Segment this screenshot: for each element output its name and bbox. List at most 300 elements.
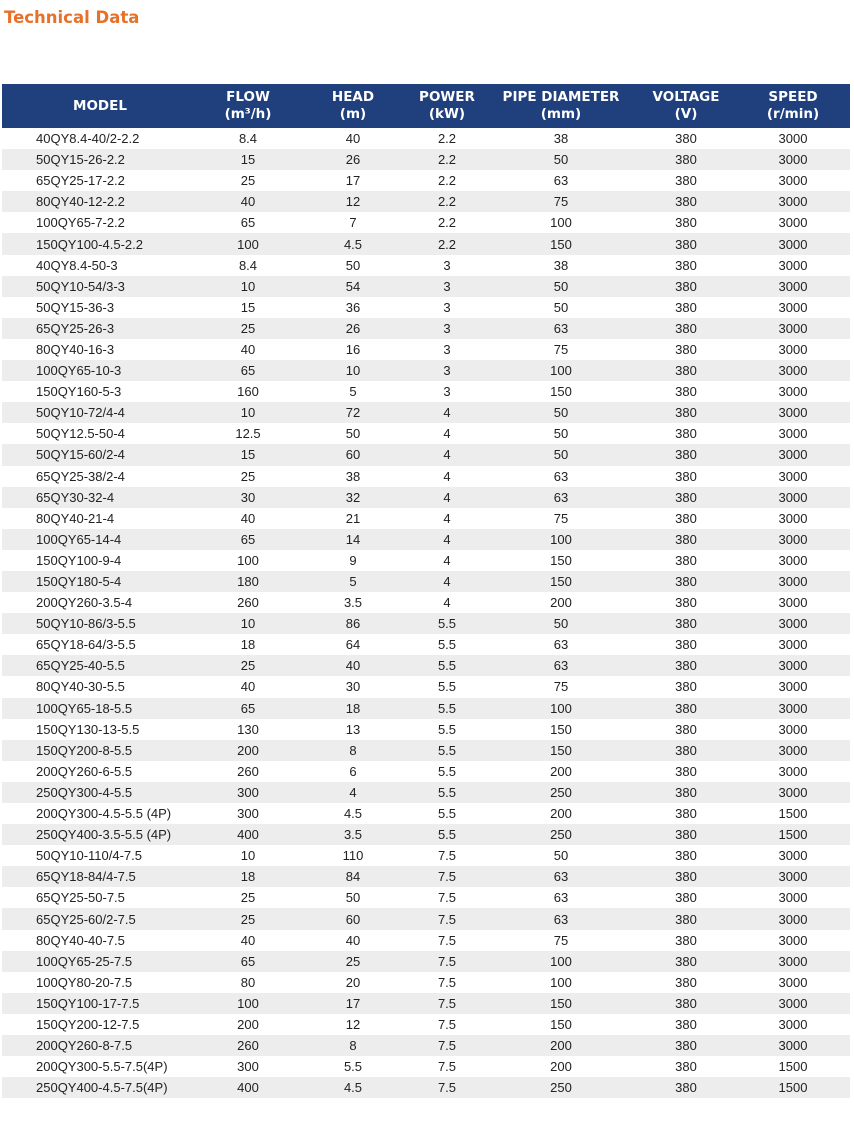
speed-cell: 1500	[736, 803, 850, 824]
model-cell: 65QY25-26-3	[2, 318, 198, 339]
table-row	[2, 866, 850, 887]
pipe-diameter-cell: 63	[486, 466, 636, 487]
voltage-cell: 380	[636, 634, 736, 655]
speed-cell: 3000	[736, 951, 850, 972]
head-cell: 20	[298, 972, 408, 993]
table-row	[2, 803, 850, 824]
power-cell: 3	[408, 297, 486, 318]
model-cell: 50QY12.5-50-4	[2, 423, 198, 444]
pipe-diameter-cell: 63	[486, 634, 636, 655]
power-cell: 5.5	[408, 613, 486, 634]
flow-cell: 300	[198, 782, 298, 803]
model-cell: 100QY65-7-2.2	[2, 212, 198, 233]
power-cell: 7.5	[408, 993, 486, 1014]
table-row	[2, 887, 850, 908]
power-cell: 7.5	[408, 930, 486, 951]
voltage-cell: 380	[636, 402, 736, 423]
pipe-diameter-cell: 75	[486, 930, 636, 951]
pipe-diameter-cell: 250	[486, 824, 636, 845]
speed-cell: 3000	[736, 255, 850, 276]
power-cell: 2.2	[408, 212, 486, 233]
voltage-cell: 380	[636, 887, 736, 908]
speed-cell: 3000	[736, 339, 850, 360]
head-cell: 60	[298, 444, 408, 465]
flow-cell: 160	[198, 381, 298, 402]
speed-cell: 3000	[736, 908, 850, 929]
voltage-cell: 380	[636, 444, 736, 465]
power-cell: 2.2	[408, 128, 486, 149]
power-cell: 4	[408, 529, 486, 550]
flow-cell: 25	[198, 170, 298, 191]
header-row	[2, 84, 850, 128]
model-cell: 50QY10-110/4-7.5	[2, 845, 198, 866]
pipe-diameter-cell: 150	[486, 993, 636, 1014]
speed-cell: 3000	[736, 972, 850, 993]
power-cell: 7.5	[408, 1077, 486, 1098]
flow-cell: 40	[198, 508, 298, 529]
table-row	[2, 191, 850, 212]
table-row	[2, 318, 850, 339]
column-header-label: FLOW	[226, 89, 270, 105]
head-cell: 12	[298, 1014, 408, 1035]
flow-cell: 25	[198, 887, 298, 908]
model-cell: 100QY65-18-5.5	[2, 698, 198, 719]
table-row	[2, 276, 850, 297]
model-cell: 80QY40-40-7.5	[2, 930, 198, 951]
voltage-cell: 380	[636, 676, 736, 697]
flow-cell: 15	[198, 444, 298, 465]
head-cell: 50	[298, 423, 408, 444]
table-row	[2, 1014, 850, 1035]
power-cell: 2.2	[408, 149, 486, 170]
power-cell: 4	[408, 402, 486, 423]
column-header-unit: (m)	[339, 106, 367, 122]
voltage-cell: 380	[636, 529, 736, 550]
speed-cell: 3000	[736, 655, 850, 676]
flow-cell: 65	[198, 951, 298, 972]
head-cell: 72	[298, 402, 408, 423]
power-cell: 7.5	[408, 866, 486, 887]
column-header-label: SPEED	[768, 89, 818, 105]
speed-cell: 3000	[736, 698, 850, 719]
pipe-diameter-cell: 50	[486, 149, 636, 170]
pipe-diameter-cell: 150	[486, 719, 636, 740]
table-row	[2, 212, 850, 233]
speed-cell: 3000	[736, 381, 850, 402]
head-cell: 7	[298, 212, 408, 233]
power-cell: 2.2	[408, 233, 486, 254]
head-cell: 3.5	[298, 592, 408, 613]
model-cell: 65QY25-38/2-4	[2, 466, 198, 487]
column-header-power	[408, 84, 486, 128]
power-cell: 3	[408, 276, 486, 297]
voltage-cell: 380	[636, 191, 736, 212]
model-cell: 80QY40-21-4	[2, 508, 198, 529]
model-cell: 200QY260-6-5.5	[2, 761, 198, 782]
head-cell: 50	[298, 255, 408, 276]
model-cell: 150QY100-17-7.5	[2, 993, 198, 1014]
head-cell: 54	[298, 276, 408, 297]
speed-cell: 3000	[736, 740, 850, 761]
voltage-cell: 380	[636, 698, 736, 719]
table-row	[2, 529, 850, 550]
pipe-diameter-cell: 200	[486, 803, 636, 824]
table-row	[2, 508, 850, 529]
speed-cell: 3000	[736, 233, 850, 254]
voltage-cell: 380	[636, 423, 736, 444]
table-row	[2, 571, 850, 592]
table-row	[2, 993, 850, 1014]
flow-cell: 10	[198, 845, 298, 866]
power-cell: 4	[408, 487, 486, 508]
table-row	[2, 930, 850, 951]
model-cell: 100QY65-25-7.5	[2, 951, 198, 972]
head-cell: 4.5	[298, 233, 408, 254]
flow-cell: 200	[198, 1014, 298, 1035]
column-header-unit: (V)	[674, 106, 698, 122]
flow-cell: 40	[198, 930, 298, 951]
head-cell: 4.5	[298, 803, 408, 824]
flow-cell: 8.4	[198, 255, 298, 276]
power-cell: 5.5	[408, 803, 486, 824]
power-cell: 7.5	[408, 1056, 486, 1077]
power-cell: 5.5	[408, 761, 486, 782]
table-row	[2, 824, 850, 845]
voltage-cell: 380	[636, 233, 736, 254]
power-cell: 5.5	[408, 719, 486, 740]
power-cell: 4	[408, 423, 486, 444]
pipe-diameter-cell: 63	[486, 866, 636, 887]
speed-cell: 1500	[736, 1056, 850, 1077]
flow-cell: 400	[198, 1077, 298, 1098]
power-cell: 3	[408, 381, 486, 402]
speed-cell: 3000	[736, 761, 850, 782]
model-cell: 65QY18-84/4-7.5	[2, 866, 198, 887]
table-body	[2, 128, 850, 1098]
power-cell: 5.5	[408, 824, 486, 845]
voltage-cell: 380	[636, 1014, 736, 1035]
head-cell: 38	[298, 466, 408, 487]
flow-cell: 10	[198, 276, 298, 297]
power-cell: 3	[408, 318, 486, 339]
pipe-diameter-cell: 100	[486, 360, 636, 381]
table-row	[2, 149, 850, 170]
pipe-diameter-cell: 50	[486, 845, 636, 866]
flow-cell: 260	[198, 761, 298, 782]
head-cell: 3.5	[298, 824, 408, 845]
model-cell: 150QY180-5-4	[2, 571, 198, 592]
head-cell: 9	[298, 550, 408, 571]
model-cell: 100QY65-14-4	[2, 529, 198, 550]
model-cell: 50QY10-72/4-4	[2, 402, 198, 423]
head-cell: 60	[298, 908, 408, 929]
voltage-cell: 380	[636, 1056, 736, 1077]
voltage-cell: 380	[636, 761, 736, 782]
voltage-cell: 380	[636, 149, 736, 170]
speed-cell: 3000	[736, 423, 850, 444]
head-cell: 6	[298, 761, 408, 782]
model-cell: 50QY15-26-2.2	[2, 149, 198, 170]
column-header-flow	[198, 84, 298, 128]
model-cell: 50QY15-36-3	[2, 297, 198, 318]
model-cell: 40QY8.4-50-3	[2, 255, 198, 276]
flow-cell: 100	[198, 993, 298, 1014]
flow-cell: 30	[198, 487, 298, 508]
speed-cell: 1500	[736, 1077, 850, 1098]
pipe-diameter-cell: 250	[486, 1077, 636, 1098]
flow-cell: 80	[198, 972, 298, 993]
speed-cell: 3000	[736, 318, 850, 339]
speed-cell: 3000	[736, 719, 850, 740]
flow-cell: 40	[198, 191, 298, 212]
pipe-diameter-cell: 63	[486, 170, 636, 191]
speed-cell: 3000	[736, 1035, 850, 1056]
table-row	[2, 360, 850, 381]
model-cell: 150QY200-8-5.5	[2, 740, 198, 761]
head-cell: 64	[298, 634, 408, 655]
pipe-diameter-cell: 50	[486, 444, 636, 465]
flow-cell: 400	[198, 824, 298, 845]
voltage-cell: 380	[636, 466, 736, 487]
voltage-cell: 380	[636, 740, 736, 761]
power-cell: 4	[408, 550, 486, 571]
power-cell: 5.5	[408, 634, 486, 655]
voltage-cell: 380	[636, 128, 736, 149]
power-cell: 7.5	[408, 845, 486, 866]
model-cell: 80QY40-16-3	[2, 339, 198, 360]
table-row	[2, 1035, 850, 1056]
table-row	[2, 128, 850, 149]
column-header-speed	[736, 84, 850, 128]
table-row	[2, 592, 850, 613]
head-cell: 110	[298, 845, 408, 866]
speed-cell: 1500	[736, 824, 850, 845]
flow-cell: 10	[198, 402, 298, 423]
column-header-label: MODEL	[73, 97, 127, 114]
head-cell: 5	[298, 571, 408, 592]
speed-cell: 3000	[736, 529, 850, 550]
voltage-cell: 380	[636, 845, 736, 866]
pipe-diameter-cell: 63	[486, 887, 636, 908]
voltage-cell: 380	[636, 508, 736, 529]
speed-cell: 3000	[736, 887, 850, 908]
speed-cell: 3000	[736, 128, 850, 149]
power-cell: 7.5	[408, 972, 486, 993]
model-cell: 65QY25-17-2.2	[2, 170, 198, 191]
table-row	[2, 255, 850, 276]
power-cell: 5.5	[408, 676, 486, 697]
model-cell: 65QY25-60/2-7.5	[2, 908, 198, 929]
pipe-diameter-cell: 50	[486, 297, 636, 318]
column-header-label: VOLTAGE	[652, 89, 720, 105]
pipe-diameter-cell: 150	[486, 550, 636, 571]
model-cell: 65QY25-40-5.5	[2, 655, 198, 676]
pipe-diameter-cell: 150	[486, 571, 636, 592]
pipe-diameter-cell: 63	[486, 908, 636, 929]
column-header-label: PIPE DIAMETER	[502, 89, 620, 105]
table-row	[2, 845, 850, 866]
pipe-diameter-cell: 75	[486, 676, 636, 697]
model-cell: 250QY400-4.5-7.5(4P)	[2, 1077, 198, 1098]
voltage-cell: 380	[636, 972, 736, 993]
power-cell: 3	[408, 360, 486, 381]
head-cell: 40	[298, 128, 408, 149]
head-cell: 40	[298, 930, 408, 951]
power-cell: 7.5	[408, 887, 486, 908]
pipe-diameter-cell: 200	[486, 1035, 636, 1056]
column-header-label: POWER	[419, 89, 475, 105]
speed-cell: 3000	[736, 613, 850, 634]
speed-cell: 3000	[736, 297, 850, 318]
head-cell: 26	[298, 149, 408, 170]
power-cell: 5.5	[408, 782, 486, 803]
voltage-cell: 380	[636, 550, 736, 571]
speed-cell: 3000	[736, 360, 850, 381]
pipe-diameter-cell: 100	[486, 212, 636, 233]
speed-cell: 3000	[736, 993, 850, 1014]
model-cell: 200QY300-5.5-7.5(4P)	[2, 1056, 198, 1077]
pipe-diameter-cell: 38	[486, 255, 636, 276]
pipe-diameter-cell: 200	[486, 592, 636, 613]
pipe-diameter-cell: 100	[486, 951, 636, 972]
power-cell: 7.5	[408, 951, 486, 972]
head-cell: 8	[298, 1035, 408, 1056]
head-cell: 16	[298, 339, 408, 360]
voltage-cell: 380	[636, 360, 736, 381]
voltage-cell: 380	[636, 339, 736, 360]
voltage-cell: 380	[636, 212, 736, 233]
voltage-cell: 380	[636, 908, 736, 929]
flow-cell: 65	[198, 212, 298, 233]
head-cell: 4	[298, 782, 408, 803]
table-row	[2, 698, 850, 719]
table-row	[2, 634, 850, 655]
model-cell: 150QY100-9-4	[2, 550, 198, 571]
flow-cell: 40	[198, 676, 298, 697]
flow-cell: 200	[198, 740, 298, 761]
voltage-cell: 380	[636, 170, 736, 191]
flow-cell: 40	[198, 339, 298, 360]
head-cell: 5	[298, 381, 408, 402]
table-row	[2, 423, 850, 444]
flow-cell: 130	[198, 719, 298, 740]
pipe-diameter-cell: 50	[486, 276, 636, 297]
power-cell: 7.5	[408, 908, 486, 929]
speed-cell: 3000	[736, 212, 850, 233]
pipe-diameter-cell: 63	[486, 318, 636, 339]
table-row	[2, 170, 850, 191]
table-row	[2, 550, 850, 571]
voltage-cell: 380	[636, 951, 736, 972]
power-cell: 3	[408, 255, 486, 276]
column-header-unit: (kW)	[428, 106, 466, 122]
flow-cell: 12.5	[198, 423, 298, 444]
head-cell: 40	[298, 655, 408, 676]
model-cell: 40QY8.4-40/2-2.2	[2, 128, 198, 149]
table-row	[2, 339, 850, 360]
power-cell: 3	[408, 339, 486, 360]
speed-cell: 3000	[736, 444, 850, 465]
model-cell: 50QY10-86/3-5.5	[2, 613, 198, 634]
flow-cell: 260	[198, 1035, 298, 1056]
model-cell: 50QY15-60/2-4	[2, 444, 198, 465]
voltage-cell: 380	[636, 297, 736, 318]
power-cell: 2.2	[408, 170, 486, 191]
speed-cell: 3000	[736, 592, 850, 613]
model-cell: 80QY40-12-2.2	[2, 191, 198, 212]
power-cell: 4	[408, 571, 486, 592]
speed-cell: 3000	[736, 191, 850, 212]
pipe-diameter-cell: 63	[486, 487, 636, 508]
flow-cell: 65	[198, 529, 298, 550]
speed-cell: 3000	[736, 550, 850, 571]
flow-cell: 260	[198, 592, 298, 613]
column-header-label: HEAD	[331, 89, 375, 105]
model-cell: 65QY25-50-7.5	[2, 887, 198, 908]
pipe-diameter-cell: 150	[486, 740, 636, 761]
table-header	[2, 84, 850, 128]
model-cell: 100QY65-10-3	[2, 360, 198, 381]
model-cell: 150QY100-4.5-2.2	[2, 233, 198, 254]
pipe-diameter-cell: 50	[486, 402, 636, 423]
flow-cell: 65	[198, 360, 298, 381]
voltage-cell: 380	[636, 1035, 736, 1056]
column-header-unit: (mm)	[540, 106, 582, 122]
speed-cell: 3000	[736, 571, 850, 592]
speed-cell: 3000	[736, 466, 850, 487]
pipe-diameter-cell: 200	[486, 761, 636, 782]
column-header-unit: (r/min)	[766, 106, 820, 122]
voltage-cell: 380	[636, 381, 736, 402]
head-cell: 13	[298, 719, 408, 740]
pipe-diameter-cell: 150	[486, 1014, 636, 1035]
speed-cell: 3000	[736, 1014, 850, 1035]
table-row	[2, 613, 850, 634]
speed-cell: 3000	[736, 930, 850, 951]
column-header-pipe-diameter	[486, 84, 636, 128]
flow-cell: 8.4	[198, 128, 298, 149]
head-cell: 32	[298, 487, 408, 508]
pipe-diameter-cell: 75	[486, 191, 636, 212]
flow-cell: 300	[198, 803, 298, 824]
power-cell: 5.5	[408, 740, 486, 761]
head-cell: 21	[298, 508, 408, 529]
power-cell: 4	[408, 592, 486, 613]
model-cell: 65QY18-64/3-5.5	[2, 634, 198, 655]
model-cell: 100QY80-20-7.5	[2, 972, 198, 993]
pipe-diameter-cell: 38	[486, 128, 636, 149]
power-cell: 4	[408, 508, 486, 529]
pipe-diameter-cell: 63	[486, 655, 636, 676]
flow-cell: 25	[198, 655, 298, 676]
voltage-cell: 380	[636, 930, 736, 951]
pipe-diameter-cell: 100	[486, 698, 636, 719]
pipe-diameter-cell: 100	[486, 972, 636, 993]
flow-cell: 15	[198, 149, 298, 170]
voltage-cell: 380	[636, 993, 736, 1014]
table-row	[2, 444, 850, 465]
voltage-cell: 380	[636, 824, 736, 845]
voltage-cell: 380	[636, 487, 736, 508]
model-cell: 200QY300-4.5-5.5 (4P)	[2, 803, 198, 824]
pipe-diameter-cell: 250	[486, 782, 636, 803]
table-row	[2, 782, 850, 803]
speed-cell: 3000	[736, 866, 850, 887]
power-cell: 5.5	[408, 698, 486, 719]
column-header-head	[298, 84, 408, 128]
flow-cell: 25	[198, 318, 298, 339]
power-cell: 4	[408, 444, 486, 465]
